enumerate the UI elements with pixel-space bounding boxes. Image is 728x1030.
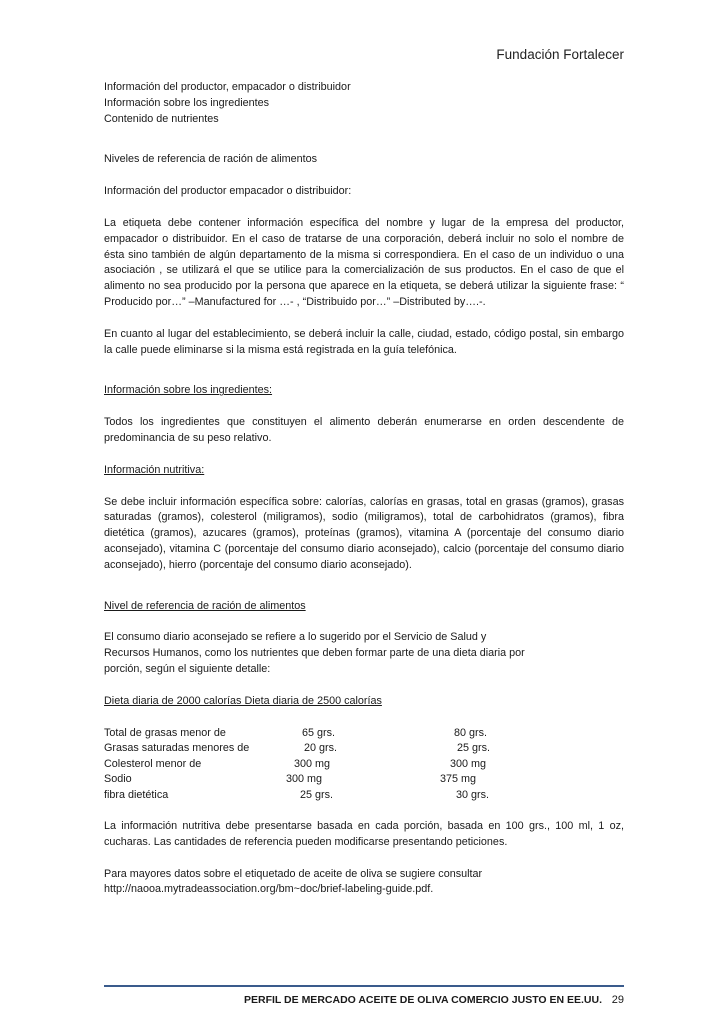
value-2500: 25 grs. — [457, 742, 491, 755]
value-2500: 375 mg — [440, 773, 477, 786]
reference-table-heading: Dieta diaria de 2000 calorías Dieta diaria de 2500 calorías — [104, 694, 382, 707]
value-2500: 30 grs. — [456, 788, 490, 801]
reference-line: Recursos Humanos, como los nutrientes que deben formar parte de una dieta diaria por — [104, 647, 525, 660]
row-label: fibra dietética — [104, 788, 169, 801]
value-2000: 300 mg — [286, 773, 323, 786]
table-row — [104, 788, 490, 804]
toc-item: Información del productor, empacador o distribuidor — [104, 81, 351, 93]
value-2000: 20 grs. — [304, 742, 338, 755]
table-row — [104, 757, 490, 773]
section-heading-nutrition: Información nutritiva: — [104, 463, 205, 476]
table-row — [104, 741, 490, 757]
toc-item: Niveles de referencia de ración de alimentos — [104, 153, 318, 166]
row-label: Colesterol menor de — [104, 757, 202, 770]
table-row — [104, 772, 490, 788]
footer-rule — [104, 985, 624, 987]
reference-line: Para mayores datos sobre el etiquetado de aceite de oliva se sugiere consultar — [104, 867, 483, 880]
section-heading-ingredients: Información sobre los ingredientes: — [104, 384, 273, 397]
reference-line: porción, según el siguiente detalle: — [104, 662, 271, 675]
reference-paragraph-2: La información nutritiva debe presentarse basada en cada porción, basada en 100 grs., 100 ml, 1 oz, cucharas. Las cantidades de referencia pueden modificarse presentando peticiones. — [104, 820, 624, 848]
producer-paragraph-2: En cuanto al lugar del establecimiento, se deberá incluir la calle, ciudad, estado, código postal, sin embargo la calle puede eliminarse si la misma está registrada en la guía telefónica. — [104, 327, 624, 356]
value-2500: 80 grs. — [454, 726, 488, 739]
section-heading-producer: Información del productor empacador o distribuidor: — [104, 185, 352, 198]
table-row — [104, 726, 490, 742]
value-2000: 300 mg — [294, 757, 331, 770]
footer-title: PERFIL DE MERCADO ACEITE DE OLIVA COMERCIO JUSTO EN EE.UU. — [244, 994, 603, 1006]
document-body — [104, 80, 624, 898]
toc-item: Contenido de nutrientes — [104, 112, 219, 125]
reference-line: El consumo diario aconsejado se refiere a lo sugerido por el Servicio de Salud y — [104, 631, 487, 644]
row-label: Total de grasas menor de — [104, 726, 226, 739]
nutrition-paragraph: Se debe incluir información específica sobre: calorías, calorías en grasas, total en grasas (gramos), grasas saturadas (gramos), colesterol (miligramos), sodio (miligramos), total de carbohidratos (gramos), fibra dietética (gramos), azucares (gramos), proteínas (gramos), vitamina A (porcentaje del consumo diario aconsejado), vitamina C (porcentaje del consumo diario aconsejado), calcio (porcentaje del consumo diario aconsejado), hierro (porcentaje del consumo diario aconsejado). — [104, 495, 624, 571]
page-number: 29 — [611, 994, 624, 1006]
toc-item: Información sobre los ingredientes — [104, 96, 270, 109]
value-2000: 65 grs. — [302, 726, 336, 739]
section-heading-reference: Nivel de referencia de ración de alimentos — [104, 599, 306, 612]
row-label: Sodio — [104, 773, 132, 786]
row-label: Grasas saturadas menores de — [104, 742, 250, 755]
value-2500: 300 mg — [450, 757, 487, 770]
value-2000: 25 grs. — [300, 788, 334, 801]
reference-table — [104, 726, 490, 804]
ingredients-paragraph: Todos los ingredientes que constituyen el alimento deberán enumerarse en orden descendente de predominancia de su peso relativo. — [104, 416, 624, 444]
producer-paragraph-1: La etiqueta debe contener información específica del nombre y lugar de la empresa del productor, empacador o distribuidor. En el caso de tratarse de una corporación, deberá incluir no solo el nombre de ésta sino también de algún departamento de la misma si correspondiera. En el caso de un individuo o una asociación , se utilizará el que se utilice para la comercialización de sus productos. En el caso de que el alimento no sea producido por la persona que aparece en la etiqueta, se deberá utilizar la siguiente frase: “ Producido por…” –Manufactured for …- , “Distribuido por…” –Distributed by….-. — [104, 216, 624, 308]
page-header: Fundación Fortalecer — [496, 47, 624, 62]
reference-url[interactable]: http://naooa.mytradeassociation.org/bm~doc/brief-labeling-guide.pdf. — [104, 883, 434, 896]
